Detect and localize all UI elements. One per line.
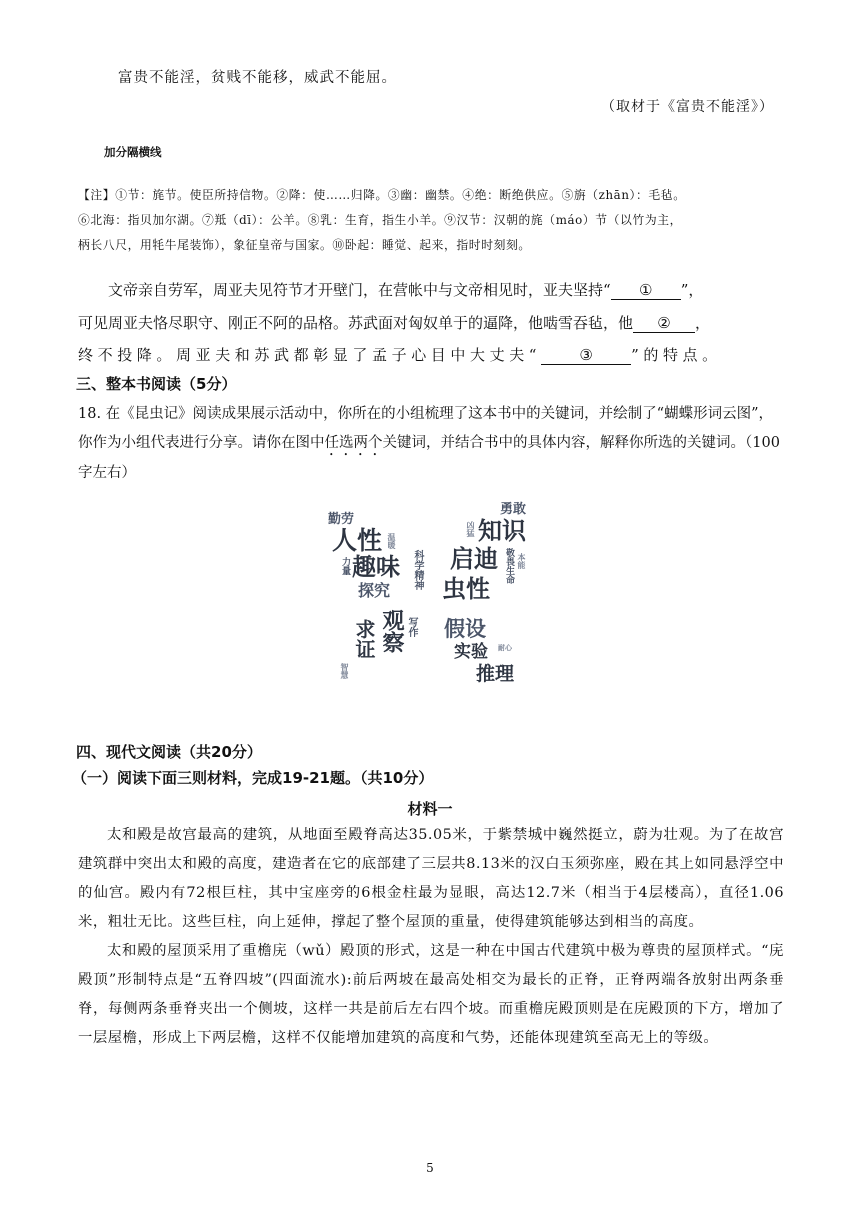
mencius-quote: 富贵不能淫，贫贱不能移，威武不能屈。 [118,70,397,86]
word-cloud-word: 勇敢 [500,502,527,517]
note-line: 柄长八尺，用牦牛尾装饰），象征皇帝与国家。⑩卧起：睡觉、起来，指时时刻刻。 [78,238,531,252]
word-cloud-word: 凶猛 [466,521,475,537]
quote-source: （取材于《富贵不能淫》） [601,99,774,115]
emphasis-text: 任选两个 [324,435,383,451]
word-cloud-word: 探究 [358,581,391,600]
word-cloud-word: 趣味 [352,553,400,581]
material-paragraph-2: 太和殿的屋顶采用了重檐庑（wǔ）殿顶的形式，这是一种在中国古代建筑中极为尊贵的屋顶样式。“庑殿顶”形制特点是“五脊四坡”(四面流水):前后两坡在最高处相交为最长的正脊，正脊两端各放射出两条垂脊，每侧两条垂脊夹出一个侧坡，这样一共是前后左右四个坡。而重檐庑殿顶则是在庑殿顶的下方，增加了一层屋檐，形成上下两层檐，这样不仅能增加建筑的高度和气势，还能体现建筑至高无上的等级。 [78,943,784,1046]
word-cloud-word: 科学精神 [412,550,423,590]
fill-passage-line-2: 可见周亚夫恪尽职守、刚正不阿的品格。苏武面对匈奴单于的逼降，他啮雪吞毡，他 ② ， [78,314,711,332]
answer-blank-3[interactable]: ③ [541,346,631,365]
word-cloud-word: 假设 [444,617,486,641]
word-cloud-word: 敬畏生命 [504,548,514,584]
word-cloud-word: 推理 [476,663,515,685]
fill-passage-line-1: 文帝亲自劳军，周亚夫见符节才开壁门，在营帐中与文帝相见时，亚夫坚持“ ① ”， [108,281,704,299]
material-paragraph-1: 太和殿是故宫最高的建筑，从地面至殿脊高达35.05米，于紫禁城中巍然挺立，蔚为壮观。为了在故宫建筑群中突出太和殿的高度，建造者在它的底部建了三层共8.13米的汉白玉须弥座，殿在其上如同悬浮空中的仙宫。殿内有72根巨柱，其中宝座旁的6根金柱最为显眼，高达12.7米（相当于4层楼高），直径1.06米，粗壮无比。这些巨柱，向上延伸，撑起了整个屋顶的重量，使得建筑能够达到相当的高度。 [78,827,784,930]
word-cloud-word: 智慧 [340,663,349,679]
word-cloud-word: 勤劳 [328,512,355,527]
answer-blank-2[interactable]: ② [633,314,695,333]
question-18: 18. 在《昆虫记》阅读成果展示活动中，你所在的小组梳理了这本书中的关键词，并绘制了“蝴蝶形词云图”，你作为小组代表进行分享。请你在图中任选两个关键词，并结合书中的具体内容，解释你所选的关键词。（100字左右） [78,406,780,481]
word-cloud-word: 实验 [454,642,488,662]
word-cloud-word: 知识 [478,517,526,545]
page-number: 5 [426,1161,434,1175]
note-line: ⑥北海：指贝加尔湖。⑦羝（dī）：公羊。⑧乳：生育，指生小羊。⑨汉节：汉朝的旄（máo）节（以竹为主， [78,213,683,227]
word-cloud-word: 观察 [379,609,404,653]
material-title: 材料一 [407,800,453,818]
word-cloud-word: 人性 [332,526,383,555]
word-cloud-word: 耐心 [498,644,512,652]
word-cloud-word: 本能 [517,553,526,569]
butterfly-word-cloud [316,495,552,695]
word-cloud-word: 虫性 [442,575,490,603]
word-cloud-word: 求证 [352,619,376,659]
word-cloud-word: 写作 [406,617,417,637]
note-line: 【注】①节：旄节。使臣所持信物。②降：使……归降。③幽：幽禁。④绝：断绝供应。⑤旃（zhān）：毛毡。 [78,188,686,202]
section-3-title: 三、整本书阅读（5分） [76,375,237,393]
word-cloud-word: 温暖 [387,533,396,549]
word-cloud-word: 力量 [340,557,350,575]
word-cloud-word: 启迪 [450,545,498,573]
answer-blank-1[interactable]: ① [611,281,681,300]
divider-label: 加分隔横线 [104,145,162,159]
section-4-title: 四、现代文阅读（共20分） [76,743,262,761]
subsection-title: （一）阅读下面三则材料，完成19-21题。（共10分） [72,769,434,787]
fill-passage-line-3: 终不投降。周亚夫和苏武都彰显了孟子心目中大丈夫“ ③ ”的特点。 [78,346,722,364]
